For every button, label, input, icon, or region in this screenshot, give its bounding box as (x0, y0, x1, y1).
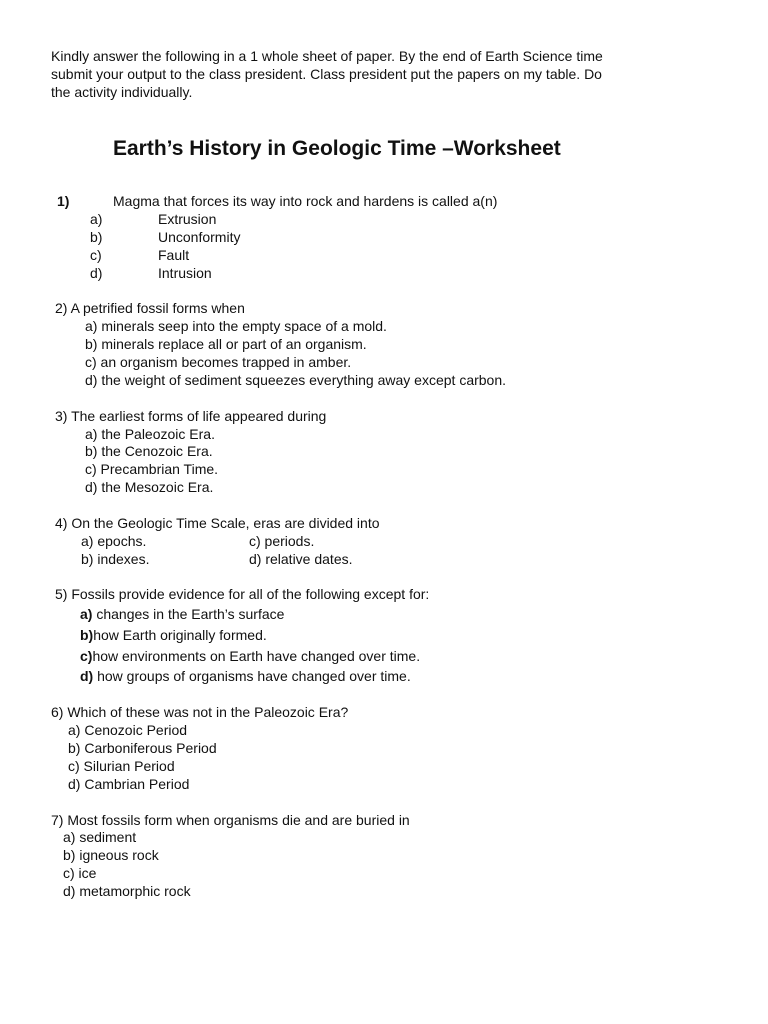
option: c) an organism becomes trapped in amber. (85, 354, 352, 370)
option-letter: d) (90, 265, 103, 281)
option-letter: c) (80, 648, 93, 664)
option-letter: a) (80, 606, 93, 622)
option-letter: a) (90, 211, 103, 227)
option: b) indexes. (81, 551, 150, 567)
option-letter: c) (90, 247, 102, 263)
option (80, 606, 284, 622)
option: b) minerals replace all or part of an organism. (85, 336, 367, 352)
option: a) minerals seep into the empty space of a mold. (85, 318, 387, 334)
question-5-stem: 5) Fossils provide evidence for all of the following except for: (55, 586, 430, 602)
option: d) metamorphic rock (63, 883, 191, 899)
worksheet-title: Earth’s History in Geologic Time –Worksheet (113, 137, 561, 160)
option: d) the weight of sediment squeezes everything away except carbon. (85, 372, 507, 388)
option-text: Extrusion (158, 211, 217, 227)
option-text: Intrusion (158, 265, 212, 281)
instructions (51, 47, 603, 101)
option: a) epochs. (81, 533, 147, 549)
option-text: Unconformity (158, 229, 241, 245)
option (80, 648, 420, 664)
option-text: how groups of organisms have changed over time. (93, 668, 411, 684)
option (80, 668, 411, 684)
option-letter: d) (80, 668, 94, 684)
option: a) Cenozoic Period (68, 722, 188, 738)
question-4-stem: 4) On the Geologic Time Scale, eras are divided into (55, 515, 380, 531)
option (80, 627, 267, 643)
option: b) igneous rock (63, 847, 159, 863)
option: c) periods. (249, 533, 315, 549)
option: a) sediment (63, 829, 137, 845)
option: c) Precambrian Time. (85, 461, 219, 477)
option: c) Silurian Period (68, 758, 175, 774)
option-letter: b) (80, 627, 94, 643)
option-text: Fault (158, 247, 190, 263)
option-letter: b) (90, 229, 103, 245)
question-3-stem: 3) The earliest forms of life appeared during (55, 408, 327, 424)
instructions-line: Kindly answer the following in a 1 whole sheet of paper. By the end of Earth Science time (51, 48, 603, 64)
option: d) the Mesozoic Era. (85, 479, 214, 495)
question-1-number: 1) (57, 193, 70, 209)
option: b) the Cenozoic Era. (85, 443, 213, 459)
instructions-line: the activity individually. (51, 84, 193, 100)
option-text: how environments on Earth have changed over time. (92, 648, 421, 664)
option: a) the Paleozoic Era. (85, 426, 215, 442)
instructions-line: submit your output to the class president. Class president put the papers on my table. Do (51, 66, 602, 82)
question-6-stem: 6) Which of these was not in the Paleozoic Era? (51, 704, 349, 720)
question-2-stem: 2) A petrified fossil forms when (55, 300, 245, 316)
option: d) relative dates. (249, 551, 353, 567)
option-text: changes in the Earth’s surface (92, 606, 285, 622)
option: b) Carboniferous Period (68, 740, 217, 756)
option-text: how Earth originally formed. (93, 627, 267, 643)
question-1-stem: Magma that forces its way into rock and hardens is called a(n) (113, 193, 498, 209)
question-7-stem: 7) Most fossils form when organisms die and are buried in (51, 812, 410, 828)
option: d) Cambrian Period (68, 776, 190, 792)
option: c) ice (63, 865, 97, 881)
